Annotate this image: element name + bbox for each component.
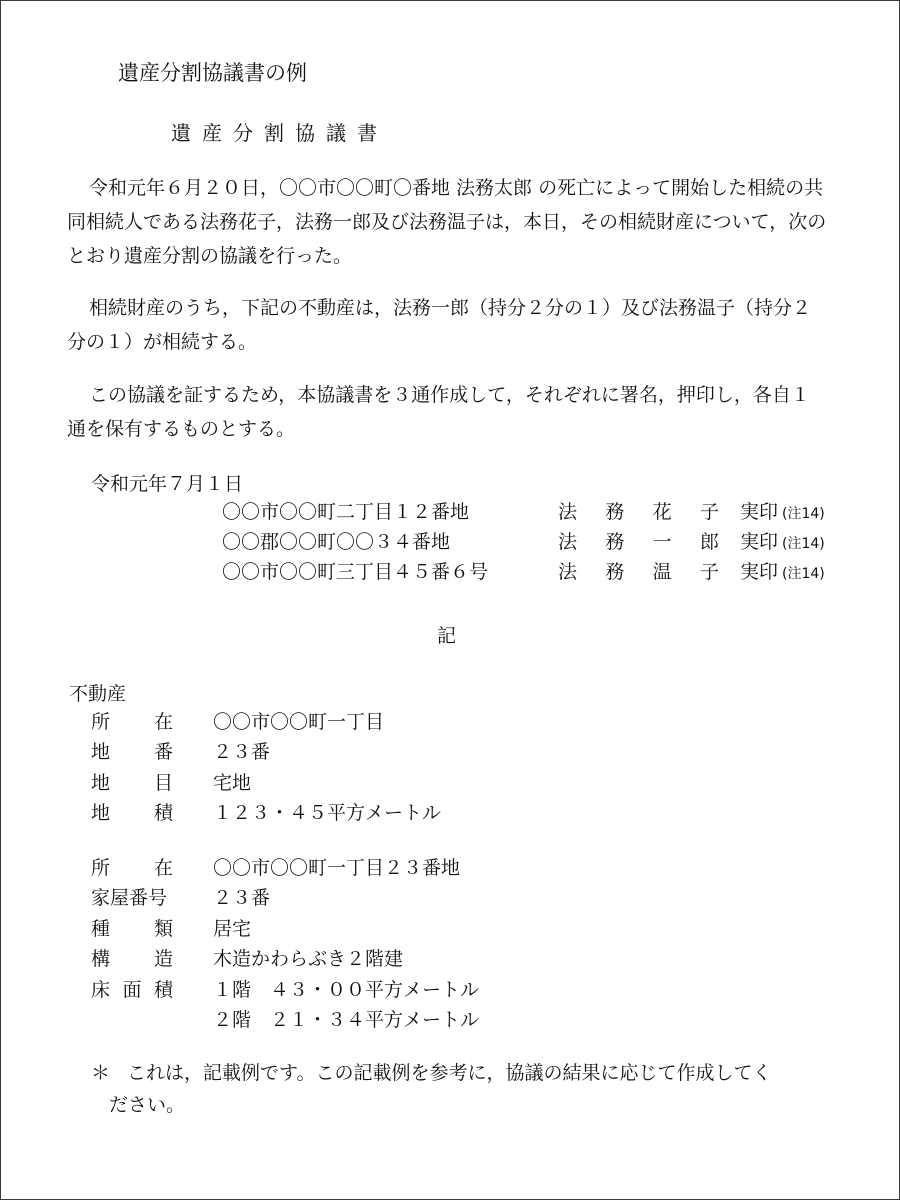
field-value: ２３番 [213, 741, 271, 764]
paragraph-text: 相続財産のうち，下記の不動産は，法務一郎（持分２分の１）及び法務温子（持分２分の１）が相続する。 [67, 297, 812, 353]
seal-mark [740, 497, 825, 524]
signer-name [558, 557, 719, 584]
building-row [91, 1004, 479, 1035]
agreement-date: 令和元年７月１日 [91, 473, 244, 495]
field-value: 〇〇市〇〇町一丁目 [213, 710, 385, 733]
signer-address: 〇〇郡〇〇町〇〇３４番地 [222, 530, 451, 553]
land-table [91, 705, 441, 827]
field-value: １２３・４５平方メートル [213, 802, 442, 825]
land-row [91, 797, 441, 828]
note-reference: (注14) [782, 535, 825, 552]
name-char: 務 [605, 530, 625, 553]
building-row [91, 943, 479, 974]
note-reference: (注14) [782, 565, 825, 582]
field-value: 木造かわらぶき２階建 [213, 948, 404, 971]
field-label: 所 在 [91, 710, 173, 733]
name-char: 法 [558, 530, 578, 553]
building-row [91, 912, 479, 943]
field-value: １階 ４３・００平方メートル [213, 978, 480, 1001]
signer-name [558, 527, 719, 554]
ki-heading: 記 [437, 625, 457, 647]
note-reference: (注14) [782, 505, 825, 522]
field-label: 床 面 積 [91, 978, 173, 1001]
name-char: 子 [699, 500, 719, 523]
field-label: 種 類 [91, 917, 173, 940]
name-char: 一 [652, 530, 672, 553]
page-heading: 遺産分割協議書の例 [118, 61, 307, 85]
field-value: 宅地 [213, 771, 252, 794]
field-value: 居宅 [213, 917, 252, 940]
building-row [91, 851, 479, 882]
signer-address: 〇〇市〇〇町二丁目１２番地 [222, 500, 470, 523]
seal-label: 実印 [740, 500, 779, 523]
paragraph-2 [67, 291, 827, 359]
field-value: ２階 ２１・３４平方メートル [213, 1009, 480, 1032]
name-char: 温 [652, 560, 672, 583]
name-char: 花 [652, 500, 672, 523]
footnote-line-2: ださい。 [109, 1094, 186, 1116]
name-char: 郎 [699, 530, 719, 553]
field-label: 地 積 [91, 802, 173, 825]
signer-row [222, 495, 825, 525]
signer-name [558, 497, 719, 524]
name-char: 子 [699, 560, 719, 583]
seal-mark [740, 527, 825, 554]
name-char: 法 [558, 500, 578, 523]
document-title: 遺産分割協議書 [171, 121, 388, 145]
field-value: 〇〇市〇〇町一丁目２３番地 [213, 856, 461, 879]
paragraph-3 [67, 378, 827, 446]
building-row [91, 973, 479, 1004]
seal-mark [740, 557, 825, 584]
seal-label: 実印 [740, 560, 779, 583]
paragraph-text: 令和元年６月２０日，〇〇市〇〇町〇番地 法務太郎 の死亡によって開始した相続の共同相続人である法務花子，法務一郎及び法務温子は，本日，その相続財産について，次のとおり遺産分割の協議を行った。 [67, 177, 827, 267]
seal-label: 実印 [740, 530, 779, 553]
realty-heading: 不動産 [69, 683, 127, 705]
signer-row [222, 525, 825, 555]
field-label: 家屋番号 [91, 887, 168, 910]
name-char: 務 [605, 500, 625, 523]
building-table [91, 851, 479, 1034]
signer-row [222, 555, 825, 585]
asterisk-mark: ＊ [91, 1062, 111, 1084]
name-char: 務 [605, 560, 625, 583]
field-label: 地 番 [91, 741, 173, 764]
footnote [91, 1057, 831, 1121]
building-row [91, 882, 479, 913]
paragraph-1 [67, 171, 827, 273]
paragraph-text: この協議を証するため，本協議書を３通作成して，それぞれに署名，押印し，各自１通を保有するものとする。 [67, 384, 810, 440]
field-value: ２３番 [213, 887, 271, 910]
field-label: 構 造 [91, 948, 173, 971]
land-row [91, 766, 441, 797]
signer-address: 〇〇市〇〇町三丁目４５番６号 [222, 560, 489, 583]
field-label: 地 目 [91, 771, 173, 794]
signers-list [222, 495, 825, 585]
field-label: 所 在 [91, 856, 173, 879]
land-row [91, 705, 441, 736]
footnote-line-1: これは，記載例です。この記載例を参考に，協議の結果に応じて作成してく [127, 1062, 772, 1084]
land-row [91, 736, 441, 767]
name-char: 法 [558, 560, 578, 583]
